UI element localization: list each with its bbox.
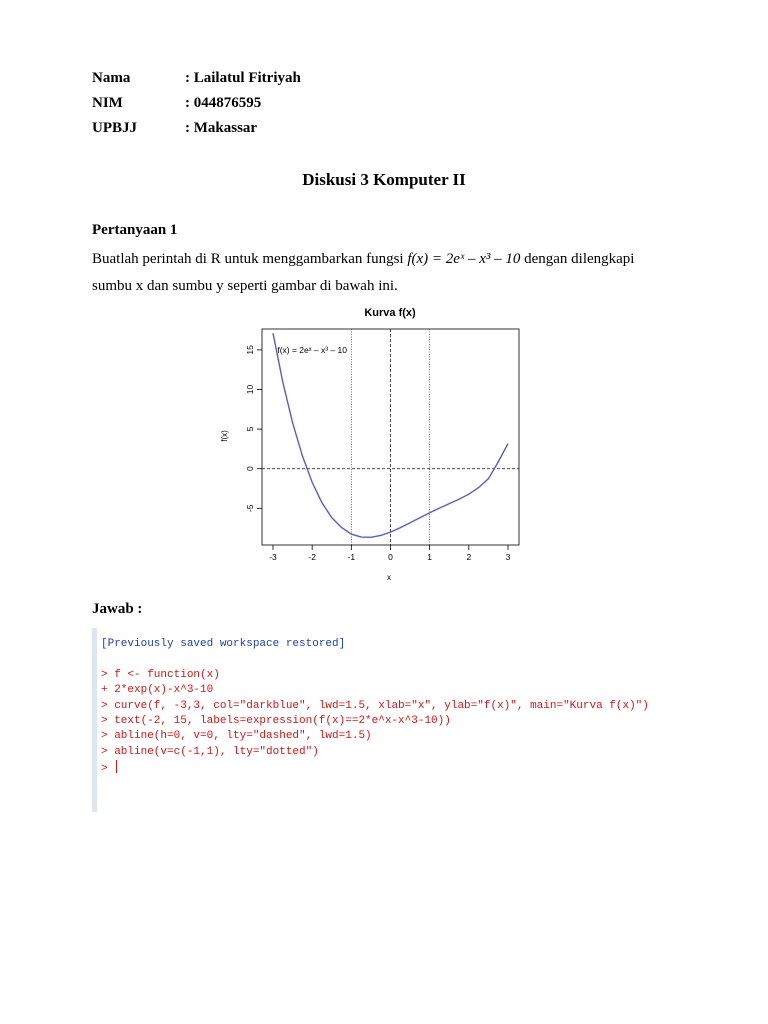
y-axis-label: f(x) (220, 430, 229, 442)
question-text-before: Buatlah perintah di R untuk menggambarkan fungsi (92, 251, 408, 267)
y-tick-label: 5 (245, 426, 255, 432)
r-console[interactable] (92, 628, 678, 812)
console-line-text: > (101, 763, 115, 776)
header-label: NIM (92, 95, 123, 111)
x-axis-label: x (387, 573, 391, 582)
x-tick-label: -2 (308, 552, 316, 562)
y-tick-label: 0 (245, 466, 255, 472)
console-line (101, 745, 649, 760)
console-scrollbar[interactable] (92, 628, 97, 812)
formula-annotation: f(x) = 2eˣ – x³ – 10 (277, 344, 347, 355)
x-tick-label: 0 (388, 552, 393, 562)
console-line (101, 652, 649, 667)
y-tick-label: 10 (245, 384, 255, 395)
header-value: : 044876595 (185, 95, 262, 111)
x-tick-label: -1 (347, 552, 356, 562)
document-title: Diskusi 3 Komputer II (302, 170, 466, 189)
plot-area (245, 329, 519, 562)
header-value: : Lailatul Fitriyah (185, 70, 301, 86)
console-output (101, 637, 649, 776)
console-line-text: [Previously saved workspace restored] (101, 638, 346, 650)
console-line (101, 668, 649, 683)
x-tick-label: 2 (466, 552, 472, 562)
header-value: : Makassar (185, 120, 258, 136)
text-cursor[interactable] (116, 760, 117, 773)
console-line-text: > curve(f, -3,3, col="darkblue", lwd=1.5, xlab="x", ylab="f(x)", main="Kurva f(x)") (101, 699, 649, 712)
x-tick-label: 1 (427, 552, 433, 562)
question-formula: f(x) = 2eˣ – x³ – 10 (407, 251, 521, 267)
console-line (101, 714, 649, 729)
question-heading: Pertanyaan 1 (92, 222, 178, 238)
console-line (101, 729, 649, 744)
y-tick-label: 15 (245, 345, 255, 355)
console-line-text: > abline(h=0, v=0, lty="dashed", lwd=1.5) (101, 730, 372, 743)
answer-heading: Jawab : (92, 601, 143, 617)
header-label: Nama (92, 70, 131, 86)
question-line-1 (92, 250, 672, 268)
console-line (101, 760, 649, 775)
console-line (101, 699, 649, 714)
console-line-text: > abline(v=c(-1,1), lty="dotted") (101, 745, 319, 758)
question-text-after: dengan dilengkapi (520, 251, 635, 267)
console-line-text: > f <- function(x) (101, 668, 220, 681)
console-line-text: + 2*exp(x)-x^3-10 (101, 684, 214, 697)
function-plot (212, 302, 532, 585)
console-line-text: > text(-2, 15, labels=expression(f(x)==2*e^x-x^3-10)) (101, 714, 451, 727)
plot-title: Kurva f(x) (364, 307, 416, 319)
y-tick-label: -5 (245, 504, 255, 513)
console-line (101, 683, 649, 698)
question-line-2: sumbu x dan sumbu y seperti gambar di bawah ini. (92, 278, 398, 294)
x-tick-label: 3 (505, 552, 511, 562)
header-label: UPBJJ (92, 120, 137, 136)
x-tick-label: -3 (269, 552, 277, 562)
console-line (101, 637, 649, 652)
